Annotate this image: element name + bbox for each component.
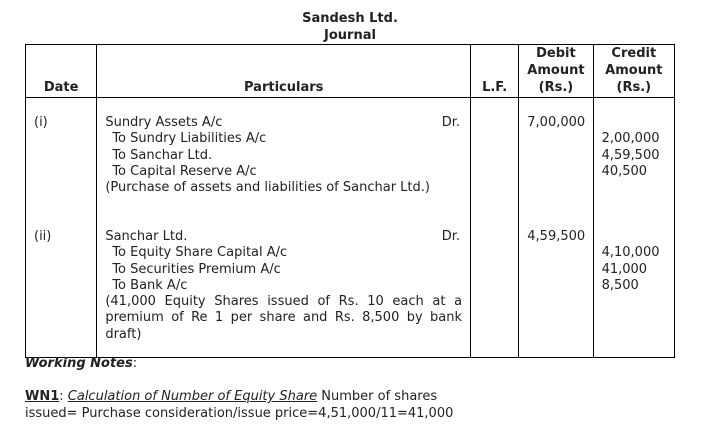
debit-header: [519, 45, 593, 98]
debit-amount: 4,59,500: [527, 229, 586, 244]
credit-amount: 40,500: [601, 163, 648, 179]
debit-header-line: Amount: [527, 63, 585, 78]
credit-account: To Sanchar Ltd.: [112, 147, 213, 163]
credit-amount: 4,59,500: [601, 147, 660, 163]
debit-account: Sundry Assets A/c: [105, 115, 223, 130]
wn1-separator: :: [59, 389, 68, 404]
entry-lf: [471, 98, 519, 213]
credit-amount: 4,10,000: [601, 245, 660, 261]
table-header-row: [26, 45, 675, 98]
credit-account: To Securities Premium A/c: [112, 261, 281, 277]
entry-date-label: (ii): [34, 229, 52, 244]
entry-date-label: (i): [34, 115, 48, 130]
debit-amount: 7,00,000: [527, 115, 586, 130]
credit-account: To Capital Reserve A/c: [112, 163, 257, 179]
credit-amount: 2,00,000: [601, 131, 660, 147]
entry-debit: [519, 98, 593, 213]
lf-header: [471, 45, 519, 98]
entry-date: [26, 98, 97, 213]
credit-account: To Sundry Liabilities A/c: [112, 131, 267, 147]
credit-header-line: Amount: [605, 63, 663, 78]
credit-amount: 8,500: [601, 277, 639, 293]
credit-header: [593, 45, 674, 98]
particulars-header-label: Particulars: [244, 80, 324, 95]
particulars-header: [97, 45, 471, 98]
credit-amount: 41,000: [601, 261, 648, 277]
date-header-label: Date: [43, 80, 79, 95]
entry-date: [26, 212, 97, 358]
journal-title: Journal: [324, 28, 376, 43]
wn1-title: Calculation of Number of Equity Share: [67, 389, 318, 404]
entry-particulars: [97, 212, 471, 358]
debit-header-line: Debit: [536, 46, 576, 61]
credit-account: To Bank A/c: [112, 277, 188, 293]
working-note-1: [25, 389, 455, 422]
debit-account: Sanchar Ltd.: [105, 229, 188, 244]
working-notes-heading-colon: :: [132, 356, 138, 371]
entry-lf: [471, 212, 519, 358]
company-name: Sandesh Ltd.: [302, 11, 398, 26]
credit-header-line: (Rs.): [616, 80, 652, 95]
journal-table: [25, 44, 675, 358]
journal-entry-row: [26, 98, 675, 213]
wn1-label: WN1: [25, 389, 60, 404]
working-notes-heading: [25, 356, 137, 371]
debit-header-line: (Rs.): [538, 80, 574, 95]
dr-label: Dr.: [441, 115, 461, 130]
credit-header-line: Credit: [611, 46, 657, 61]
wn1-text: Number of shares issued= Purchase consideration/issue price=4,51,000/11=41,000: [25, 389, 454, 421]
lf-header-label: L.F.: [482, 80, 508, 95]
credit-account: To Equity Share Capital A/c: [112, 245, 288, 261]
entry-particulars: [97, 98, 471, 213]
entry-credit: [593, 98, 674, 213]
working-notes-heading-text: Working Notes: [25, 356, 133, 371]
entry-debit: [519, 212, 593, 358]
dr-label: Dr.: [441, 229, 461, 244]
date-header: [26, 45, 97, 98]
journal-entry-row: [26, 212, 675, 358]
entry-credit: [593, 212, 674, 358]
narration: (41,000 Equity Shares issued of Rs. 10 each at a premium of Re 1 per share and Rs. 8,500 by bank draft): [105, 294, 463, 342]
narration: (Purchase of assets and liabilities of Sanchar Ltd.): [105, 180, 430, 196]
